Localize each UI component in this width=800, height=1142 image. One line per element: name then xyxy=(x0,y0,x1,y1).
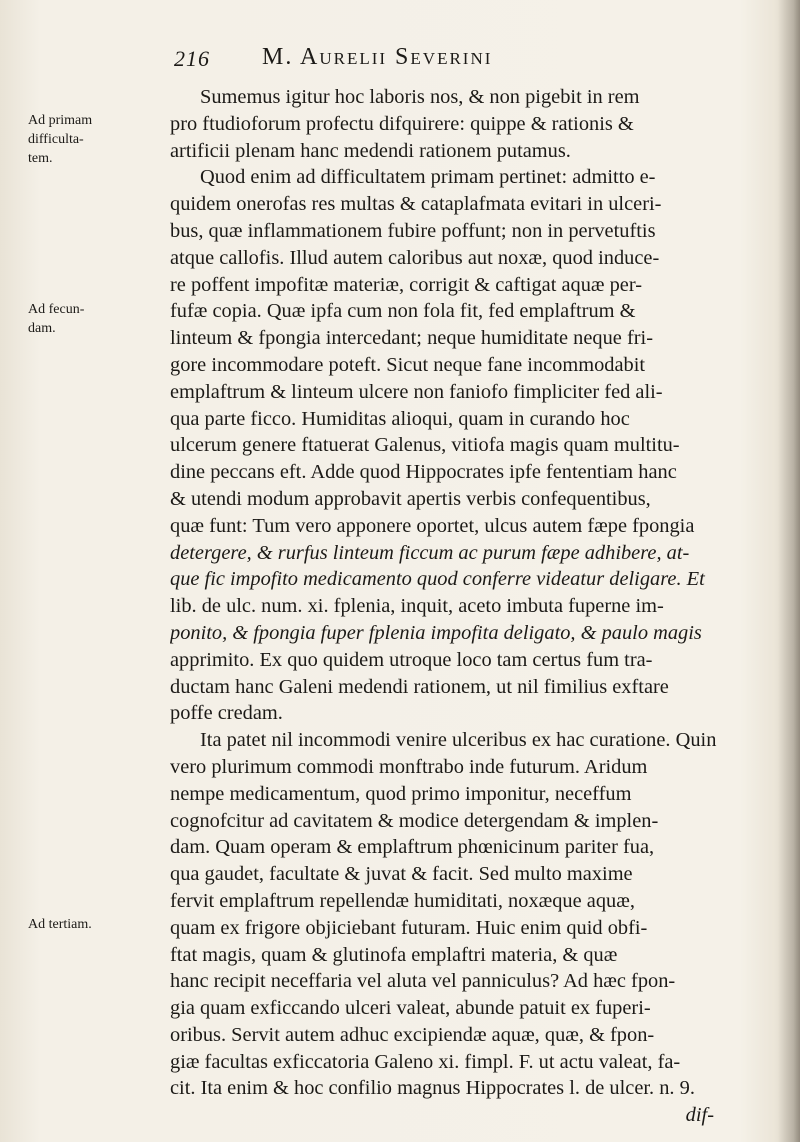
text-line: Ita patet nil incommodi venire ulceribus ex hac curatione. Quin xyxy=(200,729,717,752)
body-text xyxy=(170,84,774,1129)
margin-note-third xyxy=(28,915,150,934)
text-line: artificii plenam hanc medendi rationem putamus. xyxy=(170,139,571,162)
text-line: atque callofis. Illud autem caloribus aut noxæ, quod induce- xyxy=(170,246,660,269)
text-line: re poffent impofitæ materiæ, corrigit & caftigat aquæ per- xyxy=(170,273,643,296)
margin-note-line: tem. xyxy=(28,151,53,166)
text-line: apprimito. Ex quo quidem utroque loco tam certus fum tra- xyxy=(170,648,653,671)
margin-note-first xyxy=(28,111,150,168)
text-line: fervit emplaftrum repellendæ humiditati, noxæque aquæ, xyxy=(170,889,635,912)
text-line: pro ftudioforum profectu difquirere: quippe & rationis & xyxy=(170,112,634,135)
text-line: bus, quæ inflammationem fubire poffunt; non in pervetuftis xyxy=(170,219,656,242)
text-line: nempe medicamentum, quod primo imponitur, neceffum xyxy=(170,782,632,805)
page-number: 216 xyxy=(174,46,210,71)
text-line: poffe credam. xyxy=(170,702,283,725)
text-line: quam ex frigore objiciebant futuram. Huic enim quid obfi- xyxy=(170,916,648,939)
text-line: cognofcitur ad cavitatem & modice detergendam & implen- xyxy=(170,809,659,832)
running-head-author: M. Aurelii Severini xyxy=(262,44,493,70)
text-line: vero plurimum commodi monftrabo inde futurum. Aridum xyxy=(170,755,648,778)
text-line: hanc recipit neceffaria vel aluta vel panniculus? Ad hæc fpon- xyxy=(170,970,676,993)
text-line: dine peccans eft. Adde quod Hippocrates ipfe fententiam hanc xyxy=(170,461,677,484)
text-line: Quod enim ad difficultatem primam pertinet: admitto e- xyxy=(200,166,656,189)
text-line: ductam hanc Galeni medendi rationem, ut nil fimilius exftare xyxy=(170,675,669,698)
text-line: detergere, & rurfus linteum ficcum ac purum fæpe adhibere, at- xyxy=(170,541,690,564)
text-line: lib. de ulc. num. xi. fplenia, inquit, aceto imbuta fuperne im- xyxy=(170,595,664,618)
catchword: dif- xyxy=(685,1104,714,1127)
text-line: oribus. Servit autem adhuc excipiendæ aquæ, quæ, & fpon- xyxy=(170,1023,655,1046)
text-line: qua gaudet, facultate & juvat & facit. Sed multo maxime xyxy=(170,863,633,886)
text-line: fufæ copia. Quæ ipfa cum non fola fit, fed emplaftrum & xyxy=(170,300,636,323)
text-line: quæ funt: Tum vero apponere oportet, ulcus autem fæpe fpongia xyxy=(170,514,695,537)
text-line: que fic impofito medicamento quod conferre videatur deligare. Et xyxy=(170,568,705,591)
text-line: qua parte ficco. Humiditas alioqui, quam in curando hoc xyxy=(170,407,630,430)
text-line: giæ facultas exficcatoria Galeno xi. fimpl. F. ut actu valeat, fa- xyxy=(170,1050,681,1073)
text-line: Sumemus igitur hoc laboris nos, & non pigebit in rem xyxy=(200,86,640,108)
text-line: ponito, & fpongia fuper fplenia impofita deligato, & paulo magis xyxy=(170,621,702,644)
text-line: dam. Quam operam & emplaftrum phœnicinum pariter fua, xyxy=(170,836,655,859)
text-line: quidem onerofas res multas & cataplafmata evitari in ulceri- xyxy=(170,193,662,216)
text-line: ftat magis, quam & glutinofa emplaftri materia, & quæ xyxy=(170,943,618,966)
margin-note-line: Ad tertiam. xyxy=(28,917,92,932)
page-gutter-shadow xyxy=(778,0,800,1142)
text-line: gore incommodare poteft. Sicut neque fane incommodabit xyxy=(170,353,646,376)
running-head xyxy=(174,44,734,78)
text-line: gia quam exficcando ulceri valeat, abunde patuit ex fuperi- xyxy=(170,997,651,1020)
margin-note-line: Ad primam xyxy=(28,113,93,128)
margin-note-line: difficulta- xyxy=(28,132,84,147)
margin-note-line: dam. xyxy=(28,321,56,336)
text-line: emplaftrum & linteum ulcere non faniofo fimpliciter fed ali- xyxy=(170,380,663,403)
text-line: & utendi modum approbavit apertis verbis confequentibus, xyxy=(170,487,651,510)
text-line: ulcerum genere ftatuerat Galenus, vitiofa magis quam multitu- xyxy=(170,434,680,457)
text-line: linteum & fpongia intercedant; neque humiditate neque fri- xyxy=(170,327,653,350)
text-line: cit. Ita enim & hoc confilio magnus Hippocrates l. de ulcer. n. 9. xyxy=(170,1077,695,1100)
margin-note-line: Ad fecun- xyxy=(28,302,85,317)
margin-note-second xyxy=(28,300,150,338)
